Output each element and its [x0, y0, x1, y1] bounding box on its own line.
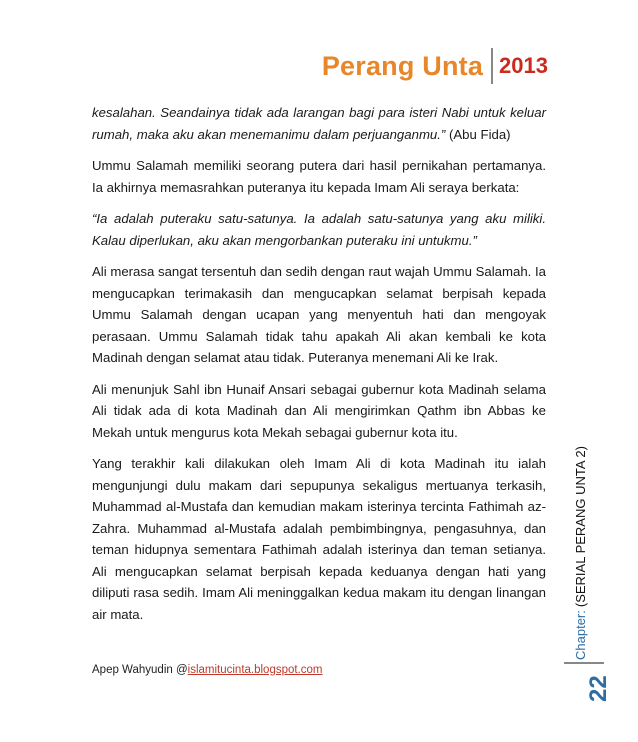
page-footer: [92, 664, 323, 676]
quote-end: kesalahan. Seandainya tidak ada larangan bagi para isteri Nabi untuk keluar rumah, maka aku akan menemanimu dalam perjuanganmu.”: [92, 105, 546, 142]
sidebar-divider: [564, 662, 604, 664]
paragraph-1: [92, 102, 546, 145]
header-title: Perang Unta: [321, 50, 484, 81]
body-text: [92, 102, 546, 625]
page-number: 22: [585, 675, 612, 702]
paragraph-3-quote: “Ia adalah puteraku satu-satunya. Ia adalah satu-satunya yang aku miliki. Kalau diperlukan, aku akan mengorbankan puteraku ini untukmu.”: [92, 211, 546, 248]
footer-author: Apep Wahyudin @: [92, 664, 188, 676]
chapter-label-rotated: [570, 400, 590, 660]
paragraph-5: Ali menunjuk Sahl ibn Hunaif Ansari sebagai gubernur kota Madinah selama Ali tidak ada di kota Madinah dan Ali mengirimkan Qathm ibn Abbas ke Mekah untuk mengurus kota Mekah sebagai gubernur kota itu.: [92, 381, 546, 440]
header-year: 2013: [499, 53, 548, 78]
paragraph-4: Ali merasa sangat tersentuh dan sedih dengan raut wajah Ummu Salamah. Ia mengucapkan terimakasih dan mengucapkan selamat berpisah kepada Ummu Salamah dengan ucapan yang menyentuh hati dan mengoyak perasaan. Ummu Salamah tidak tahu apakah Ali akan kembali ke kota Madinah dengan selamat atau tidak. Puteranya menemani Ali ke Irak.: [92, 264, 546, 365]
footer-link[interactable]: islamitucinta.blogspot.com: [187, 664, 323, 676]
chapter-title: (SERIAL PERANG UNTA 2): [572, 446, 588, 608]
paragraph-6: Yang terakhir kali dilakukan oleh Imam Ali di kota Madinah itu ialah mengunjungi dulu makam dari sepupunya sekaligus mertuanya terkasih, Muhammad al-Mustafa dan kemudian makam isterinya tercinta Fathimah az-Zahra. Muhammad al-Mustafa adalah pembimbingnya, pengasuhnya, dan teman hidupnya sementara Fathimah adalah isterinya dan teman setianya. Ali mengucapkan selamat berpisah kepada keduanya dengan hati yang diliputi rasa sedih. Imam Ali meninggalkan kedua makam itu dengan linangan air mata.: [92, 456, 546, 622]
citation: (Abu Fida): [445, 126, 511, 142]
paragraph-2: Ummu Salamah memiliki seorang putera dari hasil pernikahan pertamanya. Ia akhirnya memasrahkan puteranya itu kepada Imam Ali seraya berkata:: [92, 158, 546, 195]
chapter-label: Chapter:: [572, 610, 588, 660]
page-number-box: [585, 668, 615, 708]
page-header: [322, 46, 548, 86]
chapter-sidebar: [562, 400, 609, 710]
